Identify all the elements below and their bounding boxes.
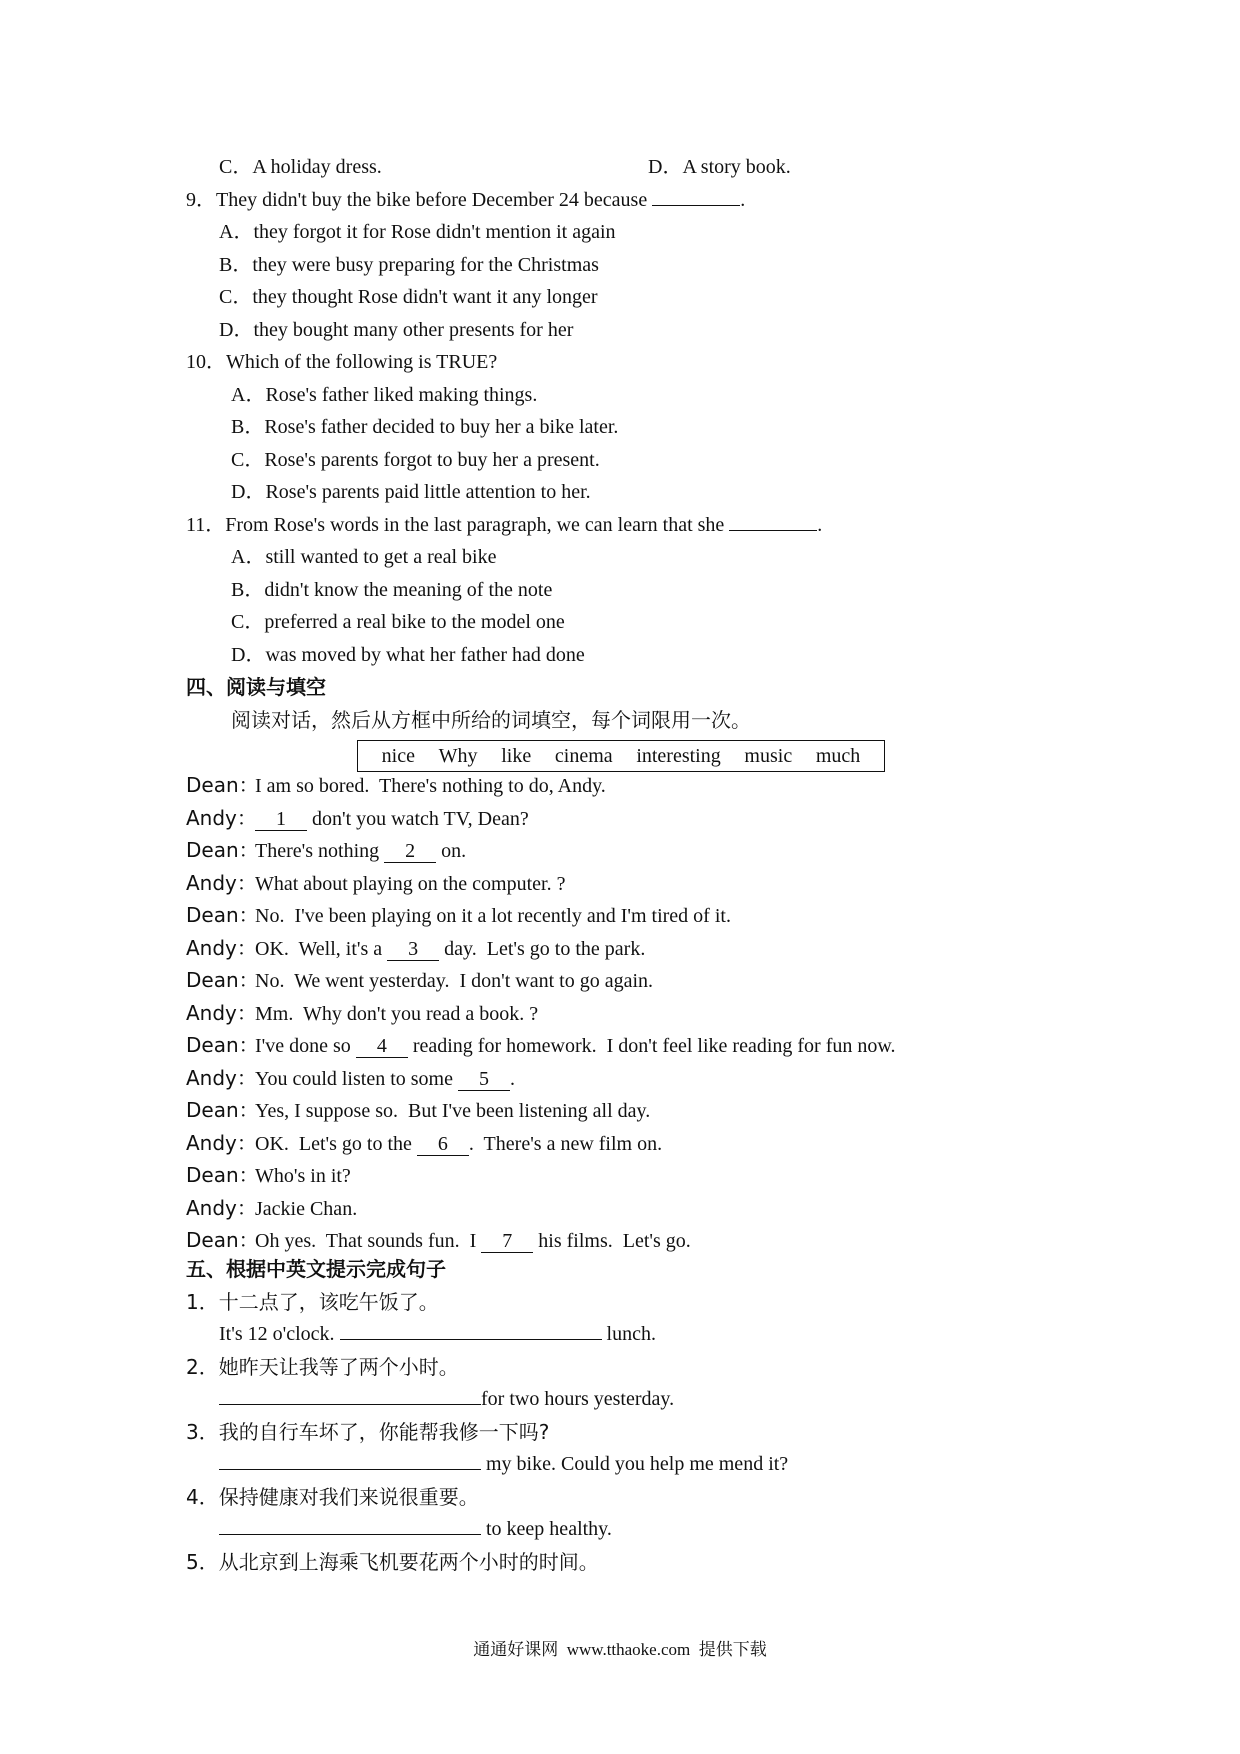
- s5-item-3-en: my bike. Could you help me mend it?: [219, 1452, 788, 1476]
- s5-item-5-cn: 5．从北京到上海乘飞机要花两个小时的时间。: [186, 1550, 599, 1574]
- dialogue-line: [186, 838, 466, 863]
- word-box-item: interesting: [636, 744, 721, 767]
- dialogue-line: [186, 1033, 896, 1058]
- q11-option-b: B．didn't know the meaning of the note: [231, 579, 553, 601]
- q11-stem: 11．From Rose's words in the last paragraph, we can learn that she .: [186, 514, 823, 536]
- dialogue-speaker: Andy：: [186, 805, 257, 830]
- dialogue-text: I am so bored. There's nothing to do, Andy.: [255, 775, 606, 797]
- dialogue-text: What about playing on the computer. ?: [255, 872, 566, 895]
- dialogue-speaker: Dean：: [186, 903, 259, 927]
- q9-option-b: B．they were busy preparing for the Christmas: [219, 254, 599, 276]
- dialogue-blank: 3: [387, 938, 439, 961]
- dialogue-speaker: Dean：: [186, 773, 259, 797]
- word-box: [357, 740, 885, 772]
- q10-option-d: D．Rose's parents paid little attention to her.: [231, 481, 591, 503]
- dialogue-line: [186, 1098, 650, 1123]
- dialogue-blank: 4: [356, 1035, 408, 1058]
- dialogue-line: [186, 1228, 691, 1253]
- dialogue-line: [186, 1163, 351, 1188]
- q11-option-c: C．preferred a real bike to the model one: [231, 611, 565, 633]
- s5-item-4-blank: [219, 1534, 481, 1535]
- dialogue-text-after: his films. Let's go.: [533, 1230, 691, 1252]
- page-footer: [0, 1638, 1240, 1662]
- dialogue-line: [186, 1196, 357, 1221]
- dialogue-line: [186, 968, 653, 993]
- dialogue-text-after: reading for homework. I don't feel like reading for fun now.: [407, 1035, 896, 1057]
- dialogue-blank: 1: [255, 808, 307, 831]
- s5-item-4-en: to keep healthy.: [219, 1517, 612, 1541]
- dialogue-text: OK. Well, it's a: [255, 937, 388, 960]
- q10-option-c: C．Rose's parents forgot to buy her a present.: [231, 449, 600, 471]
- dialogue-text-after: day. Let's go to the park.: [439, 937, 646, 960]
- dialogue-speaker: Andy：: [186, 870, 257, 895]
- section-4-instruction: 阅读对话，然后从方框中所给的词填空，每个词限用一次。: [231, 708, 751, 732]
- dialogue-speaker: Andy：: [186, 1065, 257, 1090]
- dialogue-speaker: Andy：: [186, 1130, 257, 1155]
- dialogue-speaker: Andy：: [186, 935, 257, 960]
- dialogue-speaker: Dean：: [186, 1228, 259, 1252]
- dialogue-line: [186, 1066, 515, 1091]
- q10-option-a: A．Rose's father liked making things.: [231, 384, 538, 406]
- dialogue-speaker: Dean：: [186, 968, 259, 992]
- dialogue-line: [186, 1001, 538, 1026]
- dialogue-text: You could listen to some: [255, 1067, 458, 1090]
- q11-option-a: A．still wanted to get a real bike: [231, 546, 497, 568]
- dialogue-speaker: Dean：: [186, 838, 259, 862]
- q9-option-a: A．they forgot it for Rose didn't mention it again: [219, 221, 616, 243]
- dialogue-line: [186, 1131, 662, 1156]
- word-box-item: nice: [381, 744, 415, 767]
- dialogue-text-after: don't you watch TV, Dean?: [307, 807, 529, 830]
- word-box-item: music: [744, 744, 793, 767]
- section-5-title: 五、根据中英文提示完成句子: [186, 1257, 446, 1281]
- q8-option-d: D．A story book.: [648, 156, 791, 178]
- dialogue-text: No. We went yesterday. I don't want to go again.: [255, 970, 654, 992]
- dialogue-speaker: Dean：: [186, 1163, 259, 1187]
- dialogue-line: [186, 773, 606, 798]
- dialogue-blank: 5: [458, 1068, 510, 1091]
- dialogue-text-after: . There's a new film on.: [468, 1132, 663, 1155]
- dialogue-text: Yes, I suppose so. But I've been listening all day.: [255, 1100, 651, 1122]
- dialogue-text: Jackie Chan.: [255, 1197, 358, 1220]
- dialogue-text-after: .: [509, 1067, 515, 1090]
- q9-stem: 9．They didn't buy the bike before December 24 because .: [186, 189, 746, 211]
- dialogue-text: Oh yes. That sounds fun. I: [255, 1230, 482, 1252]
- dialogue-text-after: on.: [436, 840, 467, 862]
- dialogue-text: I've done so: [255, 1035, 356, 1057]
- dialogue-line: [186, 936, 645, 961]
- q10-option-b: B．Rose's father decided to buy her a bike later.: [231, 416, 619, 438]
- dialogue-text: Who's in it?: [255, 1165, 351, 1187]
- q9-answer-blank: [652, 205, 740, 206]
- dialogue-text: There's nothing: [255, 840, 385, 862]
- dialogue-line: [186, 903, 731, 928]
- s5-item-3-blank: [219, 1469, 481, 1470]
- dialogue-line: [186, 871, 565, 896]
- dialogue-text: Mm. Why don't you read a book. ?: [255, 1002, 539, 1025]
- q8-option-c: C．A holiday dress.: [219, 156, 382, 178]
- dialogue-speaker: Andy：: [186, 1000, 257, 1025]
- q10-stem: 10．Which of the following is TRUE?: [186, 351, 498, 373]
- dialogue-blank: 7: [481, 1230, 533, 1253]
- dialogue-text: OK. Let's go to the: [255, 1132, 417, 1155]
- section-4-title: 四、阅读与填空: [186, 675, 326, 699]
- dialogue-text: No. I've been playing on it a lot recently and I'm tired of it.: [255, 905, 731, 927]
- word-box-item: cinema: [554, 744, 613, 767]
- q11-answer-blank: [729, 530, 817, 531]
- dialogue-speaker: Andy：: [186, 1195, 257, 1220]
- s5-item-1-cn: 1．十二点了，该吃午饭了。: [186, 1290, 439, 1314]
- s5-item-3-cn: 3．我的自行车坏了，你能帮我修一下吗?: [186, 1420, 550, 1444]
- dialogue-line: [186, 806, 529, 831]
- q9-option-d: D．they bought many other presents for her: [219, 319, 574, 341]
- q9-option-c: C．they thought Rose didn't want it any longer: [219, 286, 598, 308]
- s5-item-2-blank: [219, 1404, 481, 1405]
- s5-item-4-cn: 4．保持健康对我们来说很重要。: [186, 1485, 479, 1509]
- dialogue-blank: 6: [417, 1133, 469, 1156]
- dialogue-speaker: Dean：: [186, 1033, 259, 1057]
- s5-item-1-blank: [340, 1339, 602, 1340]
- footer-suffix: 提供下载: [698, 1640, 767, 1660]
- s5-item-2-en: for two hours yesterday.: [219, 1387, 674, 1411]
- q11-option-d: D．was moved by what her father had done: [231, 644, 585, 666]
- s5-item-2-cn: 2．她昨天让我等了两个小时。: [186, 1355, 459, 1379]
- word-box-item: Why: [438, 744, 478, 767]
- dialogue-speaker: Dean：: [186, 1098, 259, 1122]
- word-box-item: like: [501, 744, 532, 767]
- dialogue-blank: 2: [384, 840, 436, 863]
- footer-url: www.tthaoke.com: [566, 1640, 691, 1659]
- footer-site-name: 通通好课网: [473, 1640, 559, 1660]
- s5-item-1-en: It's 12 o'clock. lunch.: [219, 1323, 656, 1345]
- word-box-item: much: [815, 744, 861, 767]
